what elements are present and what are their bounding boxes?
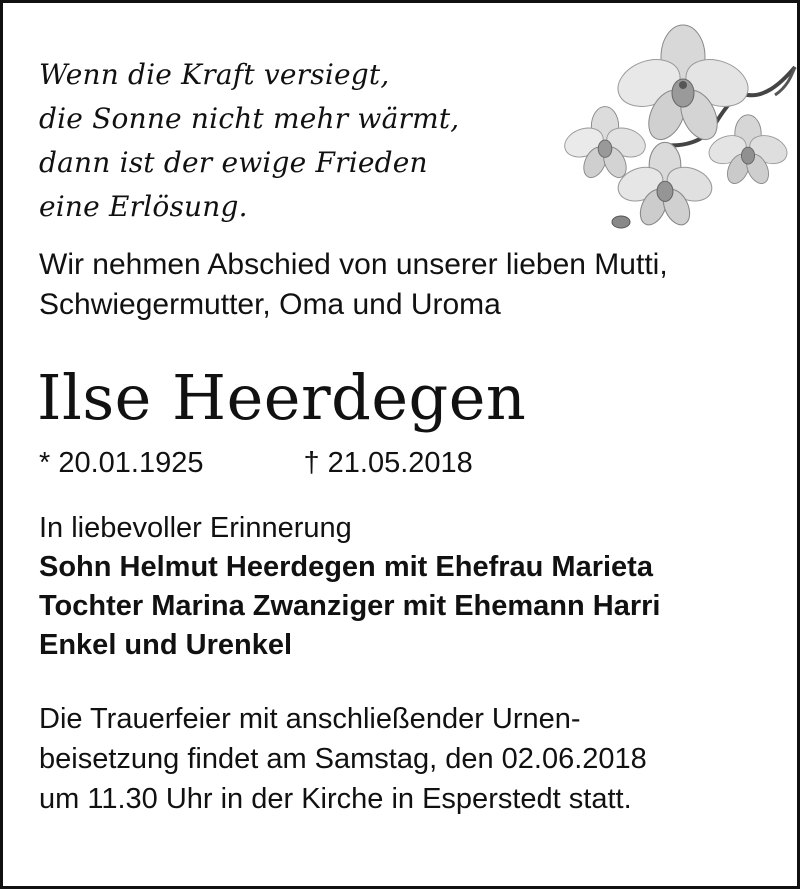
- intro-line: Wir nehmen Abschied von unserer lieben Mutti,: [39, 248, 668, 281]
- memory-heading: In liebevoller Erinnerung: [39, 512, 352, 544]
- service-line: beisetzung findet am Samstag, den 02.06.2018: [39, 743, 647, 775]
- service-line: um 11.30 Uhr in der Kirche in Esperstedt statt.: [39, 783, 632, 815]
- death-date: † 21.05.2018: [303, 447, 473, 479]
- orchid-flower-icon: [563, 17, 798, 232]
- poem-line: die Sonne nicht mehr wärmt,: [39, 102, 460, 135]
- service-line: Die Trauerfeier mit anschließender Urnen-: [39, 703, 581, 735]
- poem-line: eine Erlösung.: [39, 190, 248, 223]
- farewell-intro: [39, 245, 668, 325]
- life-dates: [39, 443, 473, 483]
- mourner-line: Tochter Marina Zwanziger mit Ehemann Harri: [39, 590, 661, 622]
- mourner-line: Enkel und Urenkel: [39, 629, 293, 661]
- deceased-name: Ilse Heerdegen: [37, 361, 527, 434]
- birth-date: * 20.01.1925: [39, 447, 204, 479]
- memory-section: [39, 509, 660, 665]
- poem-verse: [39, 53, 459, 229]
- poem-line: Wenn die Kraft versiegt,: [39, 58, 390, 91]
- mourner-line: Sohn Helmut Heerdegen mit Ehefrau Marieta: [39, 551, 653, 583]
- intro-line: Schwiegermutter, Oma und Uroma: [39, 288, 501, 321]
- funeral-service-info: [39, 699, 647, 819]
- poem-line: dann ist der ewige Frieden: [39, 146, 428, 179]
